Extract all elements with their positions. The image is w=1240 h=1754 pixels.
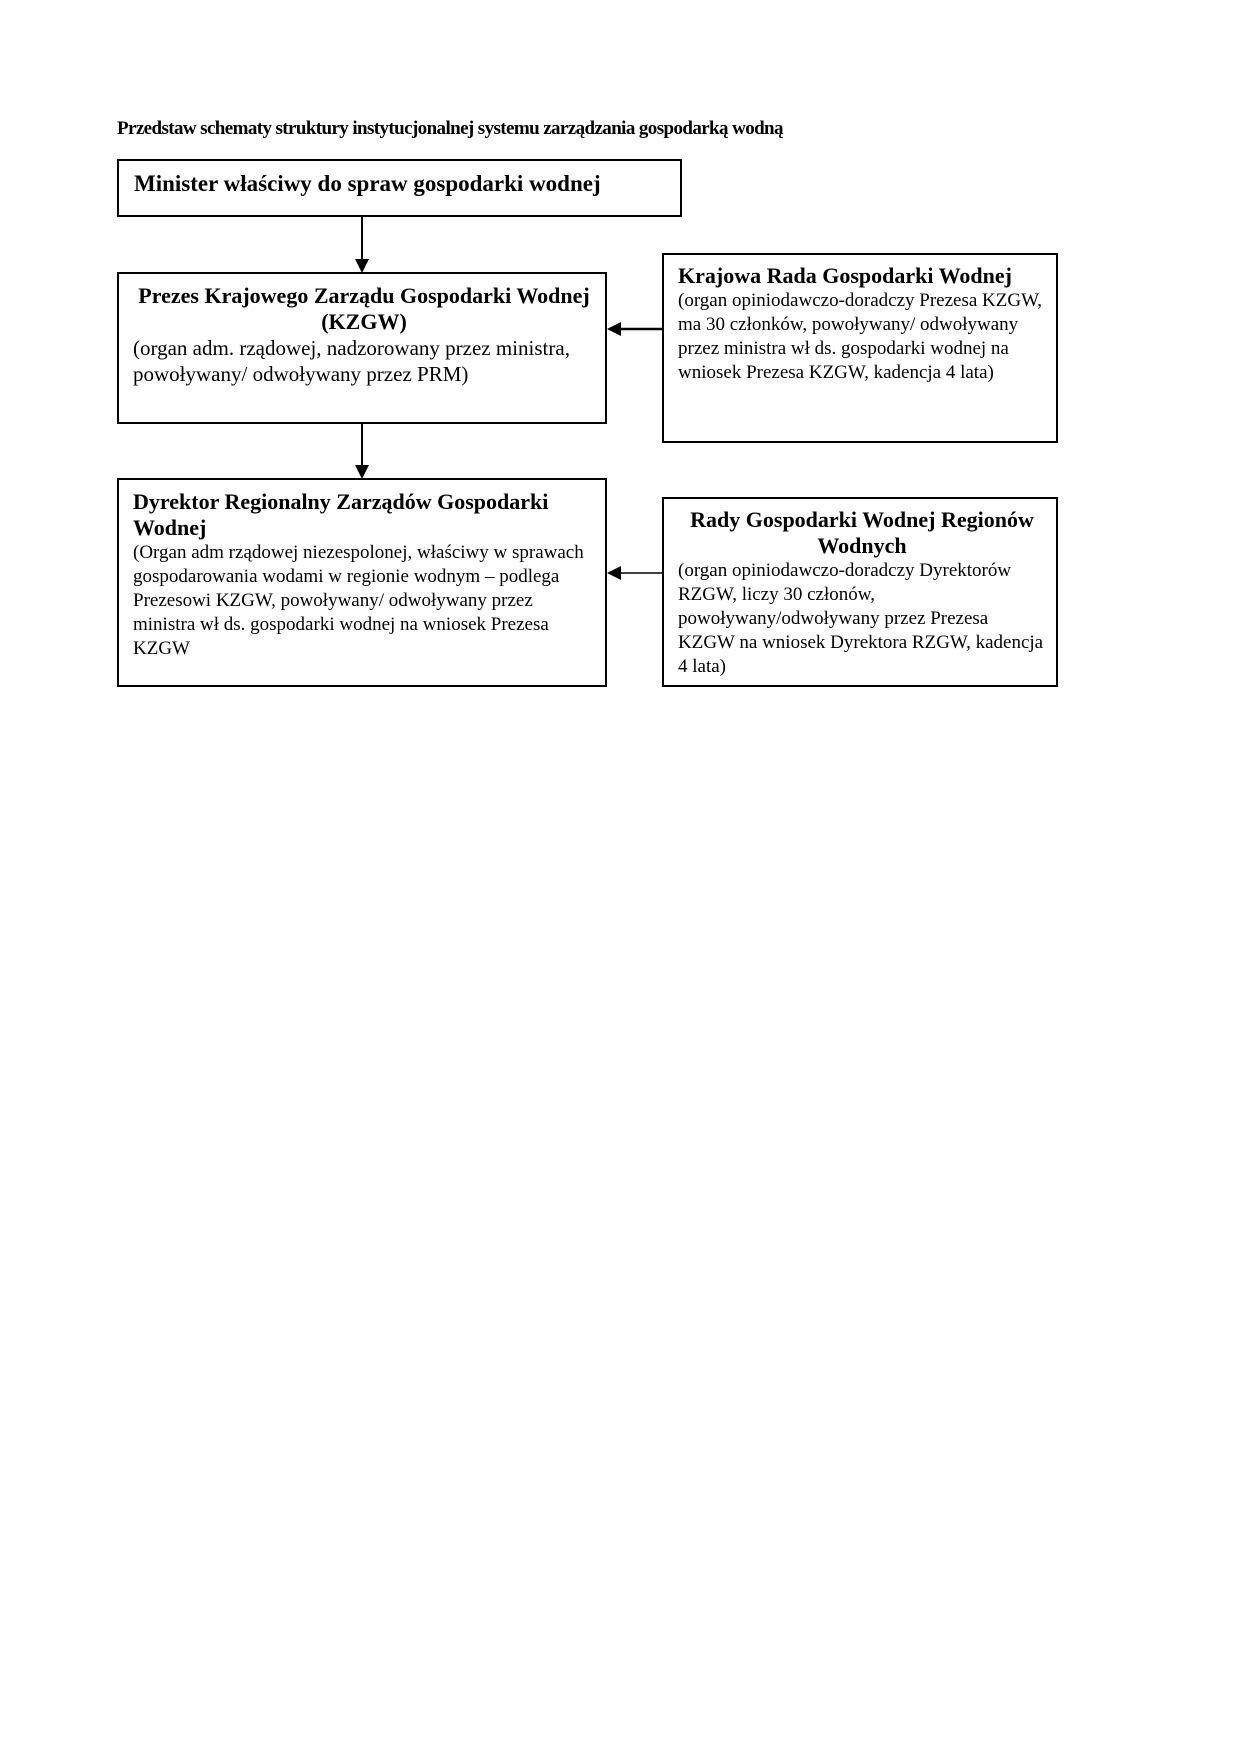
arrow-minister-to-prezes [355,217,369,273]
node-prezes-kzgw [117,272,607,424]
node-minister-title: Minister właściwy do spraw gospodarki wodnej [134,171,601,196]
node-dyrektor-rzgw-title: Dyrektor Regionalny Zarządów Gospodarki Wodnej [133,489,549,540]
node-prezes-kzgw-title: Prezes Krajowego Zarządu Gospodarki Wodnej (KZGW) [138,283,590,334]
arrow-krajowa-rada-to-prezes [607,322,662,336]
node-prezes-kzgw-description: (organ adm. rządowej, nadzorowany przez ministra, powoływany/ odwoływany przez PRM) [133,336,570,386]
node-rady-regionow-description: (organ opiniodawczo-doradczy Dyrektorów RZGW, liczy 30 członów, powoływany/odwoływany przez Prezesa KZGW na wniosek Dyrektora RZGW, kadencja 4 lata) [678,560,1044,677]
node-krajowa-rada-description: (organ opiniodawczo-doradczy Prezesa KZGW, ma 30 członków, powoływany/ odwoływany przez ministra wł ds. gospodarki wodnej na wniosek Prezesa KZGW, kadencja 4 lata) [678,290,1043,383]
node-krajowa-rada-title: Krajowa Rada Gospodarki Wodnej [678,263,1012,288]
node-dyrektor-rzgw-description: (Organ adm rządowej niezespolonej, właściwy w sprawach gospodarowania wodami w regionie wodnym – podlega Prezesowi KZGW, powoływany/ odwoływany przez ministra wł ds. gospodarki wodnej na wniosek Prezesa KZGW [133,542,584,659]
arrow-rady-regionow-to-dyrektor [607,566,662,580]
node-dyrektor-rzgw [117,478,607,687]
node-rady-regionow [662,497,1058,687]
arrow-prezes-to-dyrektor [355,424,369,479]
node-rady-regionow-title: Rady Gospodarki Wodnej Regionów Wodnych [690,507,1034,558]
page-title: Przedstaw schematy struktury instytucjonalnej systemu zarządzania gospodarką wodną [117,118,783,139]
node-minister [117,159,682,217]
node-krajowa-rada [662,253,1058,443]
